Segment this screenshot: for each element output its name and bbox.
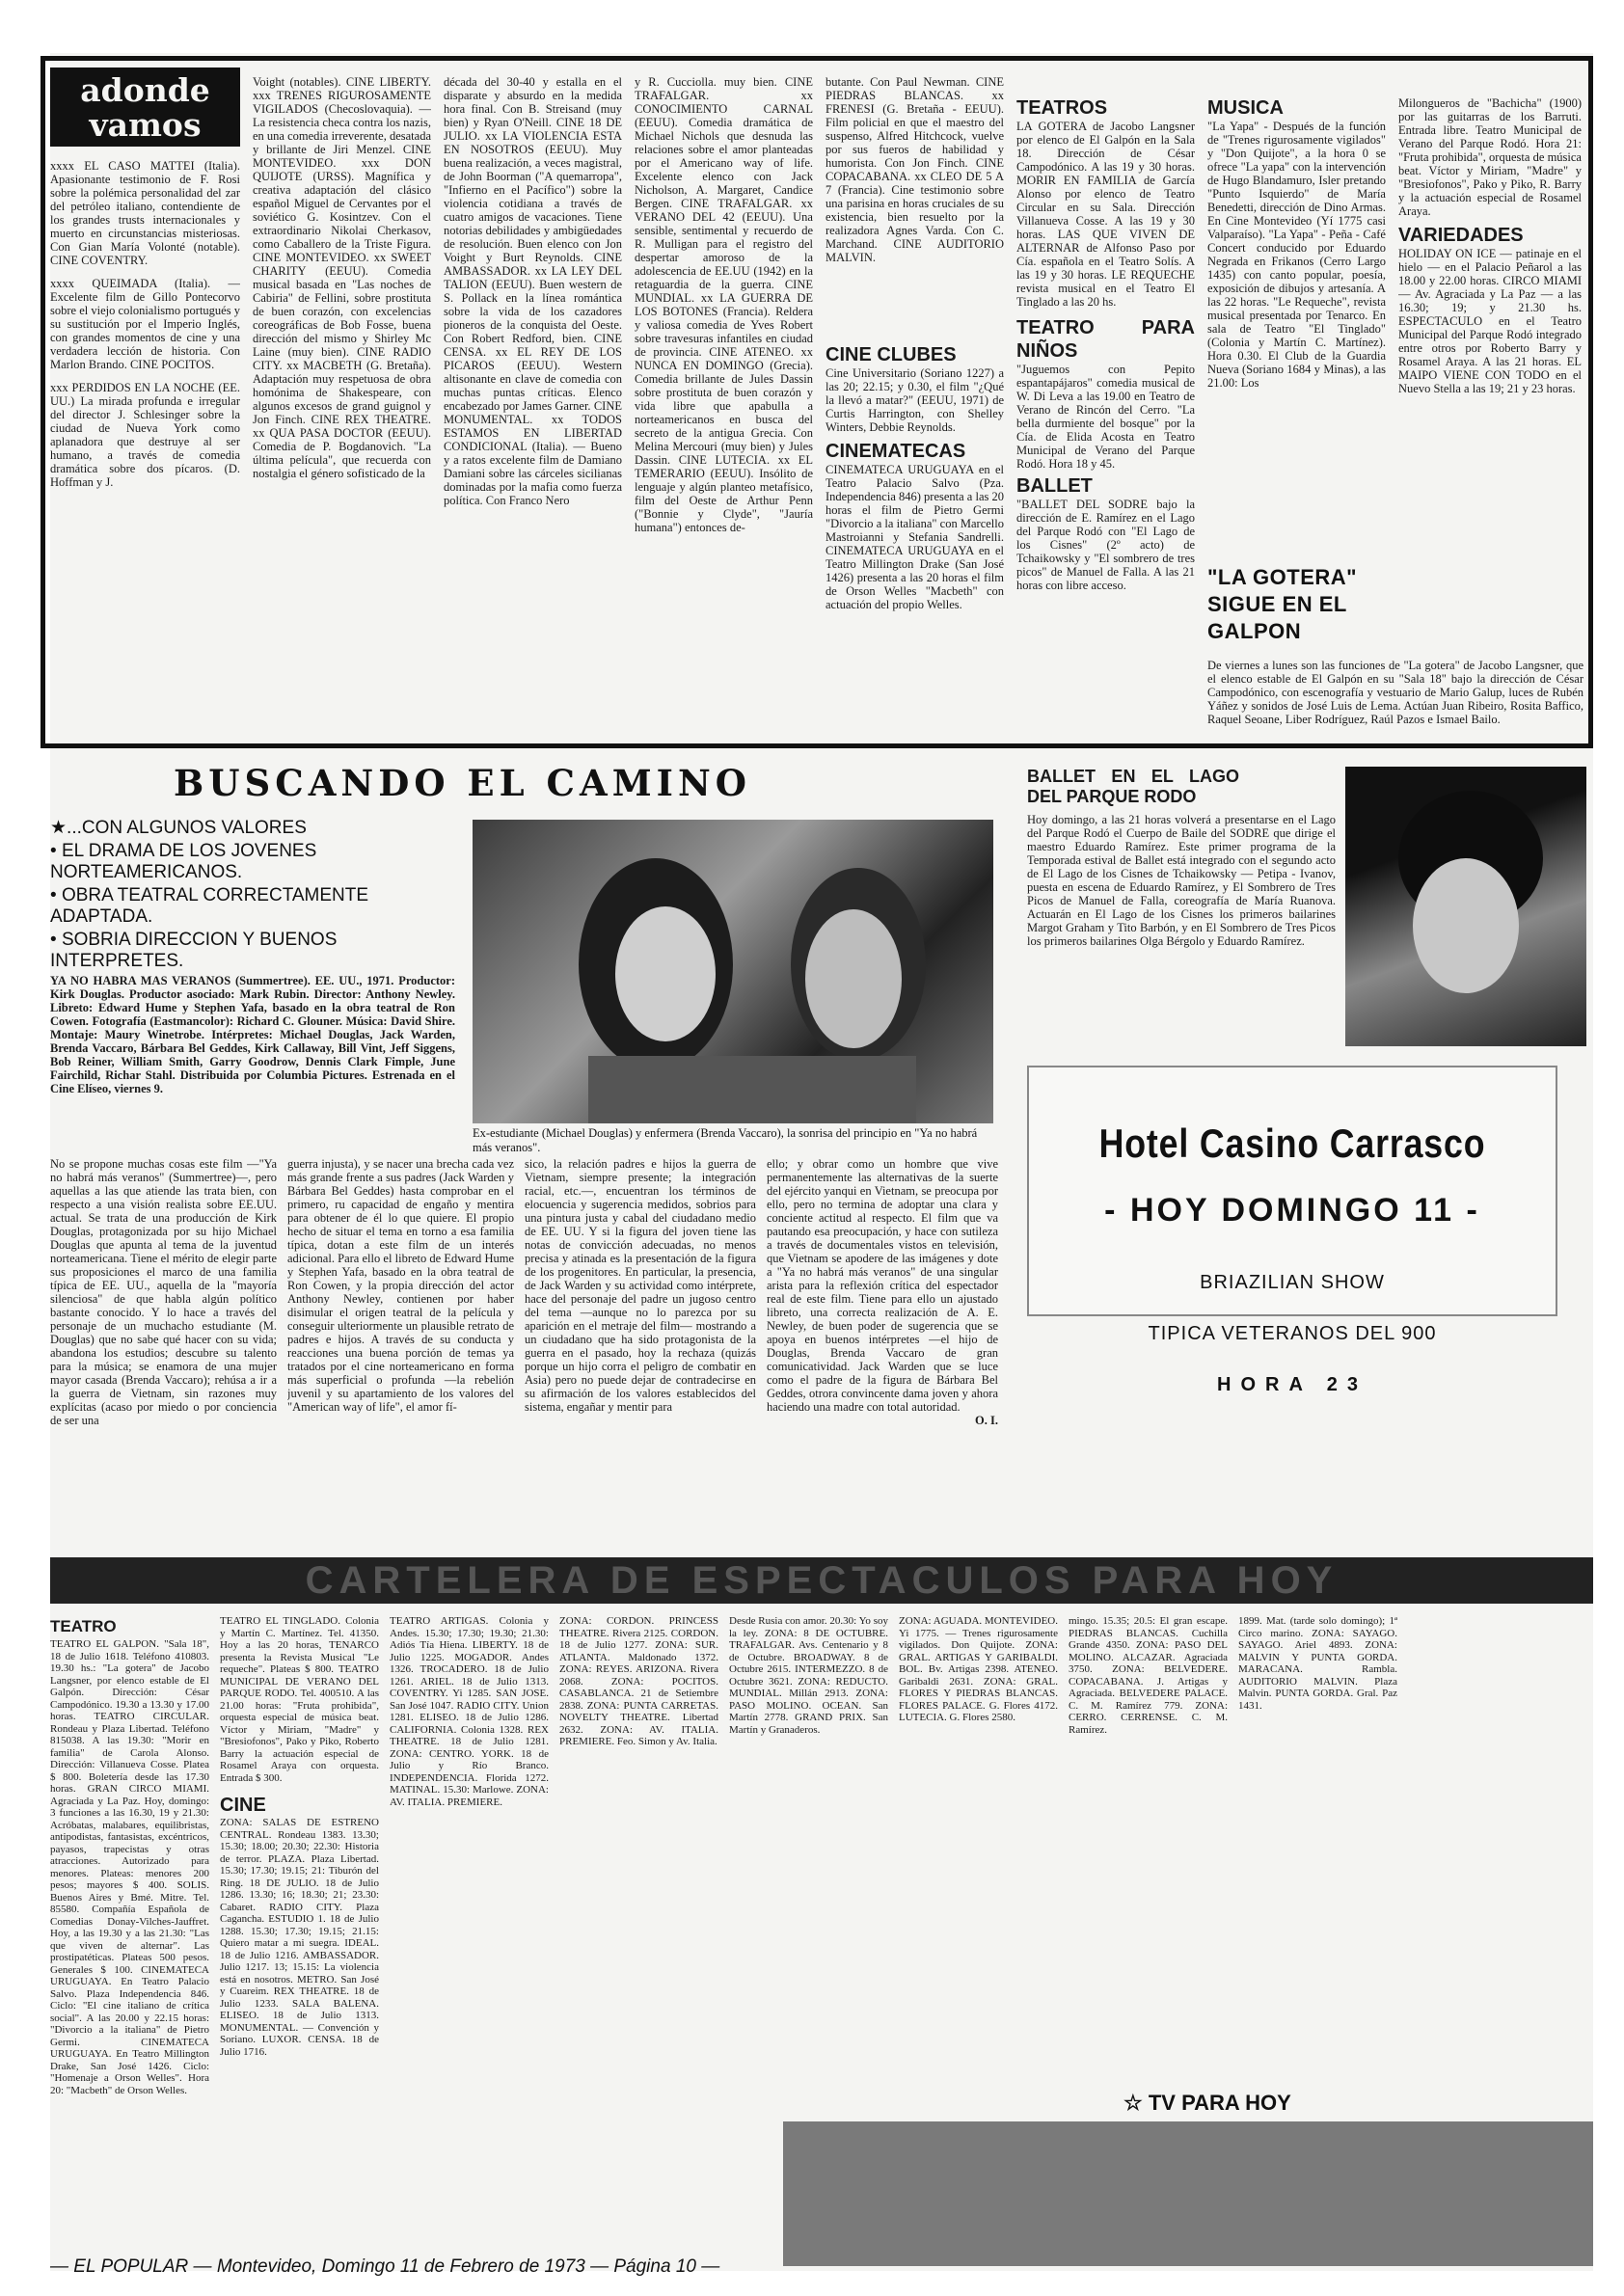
article-col-1 <box>50 1157 277 1553</box>
cine-listings-continued: ZONA: CORDON. PRINCESS THEATRE. Rivera 2125. CORDON. 18 de Julio 1277. ZONA: SUR. ATLANTA. Maldonado 1372. ZONA: REYES. ARIZONA. Rivera 2068. ZONA: POCITOS. CASABLANCA. 21 de Setiembre 2838. ZONA: PUNTA CARRETAS. NOVELTY THEATRE. Libertad 2632. ZONA: AV. ITALIA. PREMIERE. Feo. Simon y Av. Italia. <box>559 1615 718 1747</box>
logo-line-2: vamos <box>89 106 202 144</box>
cinematecas-body: CINEMATECA URUGUAYA en el Teatro Palacio Salvo (Pza. Independencia 846) presenta a las 20 horas el film de Pietro Germi "Divorcio a la italiana" con Marcello Mastroianni y Stefania Sandrelli. CINEMATECA URUGUAYA en el Teatro Millington Drake (San José 1426) presenta a las 20 horas el film de Orson Welles "Macbeth" con actuación del propio Welles. <box>826 463 1004 611</box>
cinema-reviews: y R. Cucciolla. muy bien. CINE TRAFALGAR. xx CONOCIMIENTO CARNAL (EEUU). Comedia dramática de Michael Nichols que desnuda las relaciones sobre el amor planteadas por el Americano way of life. Excelente elenco con Jack Nicholson, A. Margaret, Candice Bergen. CINE TRAFALGAR. xx VERANO DEL 42 (EEUU). Una sensible, sentimental y recuerdo de R. Mulligan para el registro del despertar amoroso de la adolescencia de EE.UU (1942) en la retaguardia de la guerra. CINE MUNDIAL. xx LA GUERRA DE LOS BOTONES (Francia). Reldera y valiosa comedia de Yves Robert sobre travesuras infantiles en ciudad de provincia. CINE ATENEO. xx NUNCA EN DOMINGO (Grecia). Comedia brillante de Jules Dassin sobre prostituta de buen corazón y vida libre que apabulla a norteamericanos en busca del secreto de la antigua Grecia. Con Melina Mercouri (muy bien) y Jules Dassin. CINE LUTECIA. xx EL TEMERARIO (EEUU). Insólito de lenguaje y algún planteo metafísico, film del Oeste de Arthur Penn ("Bonnie y Clyde", "Jauría humana") entonces de- <box>635 75 813 534</box>
article-paragraph: No se propone muchas cosas este film —"Ya no habrá más veranos" (Summertree)—, pero aquellas a las que atiende las trata bien, con respecto a una visión realista sobre EE.UU. actual. Se trata de una producción de Kirk Douglas, protagonizada por su hijo Michael Douglas que apunta al tema de la juventud norteamericana. Tiene el mérito de elegir parte sus proposiciones el marco de una familia típica de EE. UU., aquella de la "mayoría silenciosa" de que habla algún político bastante conocido. Y lo hace a través del personaje de un muchacho estudiante (M. Douglas) que no sabe qué hacer con su vida; abandona los estudios; descubre su talento para la música; se enamora de una mujer mayor casada (Brenda Vaccaro); rehúsa a ir a la guerra de Vietnam, sin razones muy explícitas (acaso por miedo o por conciencia de ser una <box>50 1157 277 1427</box>
listings-col-6 <box>899 1615 1058 2088</box>
listings-col-7 <box>1069 1615 1228 2088</box>
article-paragraph: sico, la relación padres e hijos la guerra de Vietnam, siempre presente; la integración racial, etc.—, encuentran los términos de elocuencia y sugerencia medidos, sobrios para una pintura justa y cabal del ciudadano medio de EE. UU. Y si la figura del joven tiene las notas de convicción adecuadas, no menos precisa y atinada es la presentación de la figura de los progenitores. En particular, la presencia, de Jack Warden y su actividad como intérprete, hace del personaje del padre un jugoso centro del tema —aunque no lo parezca por su aparición en el metraje del film— mostrando a un ciudadano que ha sido protagonista de la guerra en el pasado, hoy la rechaza (quizás porque un hijo corra el peligro de combatir en Asia) pero no puede dejar de contradecirse en su afirmación de los valores establecidos del sistema, engañar y mentir para <box>525 1157 756 1414</box>
listings-col-2 <box>220 1615 379 2247</box>
cinema-col-2 <box>253 75 431 741</box>
cine-listings-continued: ZONA: AGUADA. MONTEVIDEO. Yi 1775. — Trenes rigurosamente vigilados. Don Quijote. ZONA: GRAL. ARTIGAS Y GARIBALDI. BOL. Bv. Artigas 2398. ATENEO. Garibaldi 2631. ZONA: GRAL. FLORES Y PIEDRAS BLANCAS. FLORES PALACE. G. Flores 4172. LUTECIA. G. Flores 2580. <box>899 1615 1058 1723</box>
article-col-2 <box>287 1157 514 1553</box>
cine-clubes-heading: CINE CLUBES <box>826 344 957 365</box>
bullet-item: ★...CON ALGUNOS VALORES <box>50 818 307 838</box>
film-still-photo <box>473 820 993 1123</box>
article-bullets <box>50 818 455 974</box>
ballet-box <box>1027 767 1336 1046</box>
dancer-illustration <box>1345 767 1586 1046</box>
cinema-reviews: década del 30-40 y estalla en el disparate y absurdo en la medida hora final. Con B. Streisand (muy bien) y Ryan O'Neill. CINE 18 DE JULIO. xx LA VIOLENCIA ESTA EN NOSOTROS (EEUU). Muy buena realización, a veces magistral, de John Boorman ("A quemarropa", "Infierno en el Pacífico") sobre la violencia cotidiana a través de cuatro amigos de vacaciones. Tiene notorias debilidades y ambigüedades de resolución. Buen elenco con Jon Voight y Burt Reynolds. CINE AMBASSADOR. xx LA LEY DEL TALION (EEUU). Buen western de S. Pollack en la línea romántica sobre la vida de los cazadores pioneros de la conquista del Oeste. Con Robert Redford, bien. CINE CENSA. xx EL REY DE LOS PICAROS (EEUU). Western altisonante en clave de comedia con muchas puntas críticas. Elenco encabezado por James Garner. CINE MONUMENTAL. xx TODOS ESTAMOS EN LIBERTAD CONDICIONAL (Italia). — Bueno y a ratos excelente film de Damiano Damiani sobre las cárceles sicilianas dominadas por la mafia como fuerza política. Con Franco Nero <box>444 75 622 507</box>
ad-hora: HORA 23 <box>1217 1374 1367 1395</box>
credits-text: YA NO HABRA MAS VERANOS (Summertree). EE. UU., 1971. Productor: Kirk Douglas. Productor asociado: Mark Rubin. Director: Anthony Newley. Libreto: Edward Hume y Stephen Yafa, basado en la obra teatral de Ron Cowen. Fotografía (Eastmancolor): Richard C. Glouner. Música: David Shire. Montaje: Maury Winetrobe. Intérpretes: Michael Douglas, Jack Warden, Brenda Vaccaro, Bárbara Bel Geddes, Kirk Callaway, Bill Vint, Jeff Siggens, Bob Reiner, William Smith, Garry Goodrow, Dennis Clark Fimple, June Fairchild, Richar Stahl. Distribuida por Columbia Pictures. Estrenada en el Cine Elíseo, viernes 9. <box>50 974 455 1095</box>
tv-listings-box <box>783 2121 1593 2266</box>
ballet-body: "BALLET DEL SODRE bajo la dirección de E. Ramírez en el Lago del Parque Rodó con "El Lago de los Cisnes" (2º acto) de Tchaikowsky y "El sombrero de tres picos" de Manuel de Falla. A las 21 horas con libre acceso. <box>1016 498 1195 592</box>
article-paragraph: ello; y obrar como un hombre que vive permanentemente las alternativas de la suerte del ejército yanqui en Vietnam, se preocupa por ello, pero no termina de adoptar una clara y conciente actitud al respecto. El film que va pautando esa preocupación, y hace con sutileza a través de documentales vistos en televisión, que Vietnam se apodere de las imágenes y dote a "Ya no habrá más veranos" de una singular arista para la reflexión crítica del espectador real de este film. Tiene para ello un ajustado libreto, una correcta realización de A. E. Newley, de buen poder de sugerencia que se apoya en buenos intérpretes —el hijo de Douglas, Brenda Vaccaro de gran comunicatividad. Jack Warden que se luce como el padre de la figura de Bárbara Bel Geddes, otrora convincente dama joven y ahora haciendo una madre con total autoridad. <box>767 1157 998 1414</box>
article-credits <box>50 974 455 1143</box>
cine-clubes-body: Cine Universitario (Soriano 1227) a las 20; 22.15; y 0.30, el film "¿Qué la llevó a matar?" (EEUU, 1971) de Curtis Harrington, con Shelley Winters, Debbie Reynolds. <box>826 366 1004 434</box>
cinema-col-5 <box>826 75 1004 741</box>
hotel-casino-ad <box>1027 1066 1557 1395</box>
cine-listings-heading: CINE <box>220 1795 266 1816</box>
bullet-item: • EL DRAMA DE LOS JOVENES NORTEAMERICANOS. <box>50 841 317 882</box>
musica-body-continued: Milongueros de "Bachicha" (1900) por las guitarras de los Barruti. Entrada libre. Teatro Municipal de Verano del Parque Rodó. Hora 21: "Fruta prohibida", orquesta de música beat. Víctor y Miriam, "Madre" y "Bresiofonos", Pako y Piko, R. Barry y la actuación especial de Rosamel Araya. <box>1398 96 1582 218</box>
cine-listings-continued: Desde Rusia con amor. 20.30: Yo soy la ley. ZONA: 8 DE OCTUBRE. TRAFALGAR. Avs. Centenario y 8 de Octubre. BROADWAY. 8 de Octubre 2615. INTERMEZZO. 8 de Octubre 3621. ZONA: REDUCTO. MUNDIAL. Millán 2913. ZONA: PASO MOLINO. OCEAN. San Martín 2778. GRAND PRIX. San Martín y Granaderos. <box>729 1615 888 1736</box>
ballet-heading: BALLET <box>1016 475 1093 497</box>
bullet-item: • SOBRIA DIRECCION Y BUENOS INTERPRETES. <box>50 930 338 971</box>
bullet-text: OBRA TEATRAL CORRECTAMENTE ADAPTADA. <box>50 885 369 927</box>
variedades-body: HOLIDAY ON ICE — patinaje en el hielo — en el Palacio Peñarol a las 18.00 y 22.00 horas. CIRCO MIAMI — Av. Agraciada y La Paz — a las 16.30; 19; y 21.30 hs. ESPECTACULO en el Teatro Municipal del Parque Rodó integrado entre otros por Roberto Barry y Rosamel Araya. A las 21 horas. EL MAIPO VIENE CON TODO en el Nuevo Stella a las 19; 21 y 23 horas. <box>1398 247 1582 395</box>
gotera-box <box>1207 564 1583 738</box>
cine-listings-continued: 1899. Mat. (tarde solo domingo); 1ª Circo marino. ZONA: SAYAGO. SAYAGO. Ariel 4893. ZONA: MALVIN Y PUNTA GORDA. MARACANA. Rambla. AUDITORIO MALVIN. Plaza Malvin. PUNTA GORDA. Gral. Paz 1431. <box>1238 1615 1397 1712</box>
teatros-col <box>1016 96 1195 741</box>
cinematecas-heading: CINEMATECAS <box>826 441 966 462</box>
bullet-text: SOBRIA DIRECCION Y BUENOS INTERPRETES. <box>50 930 338 971</box>
listings-col-1 <box>50 1615 209 2247</box>
tv-heading: ☆ TV PARA HOY <box>1123 2091 1291 2115</box>
logo-line-1: adonde <box>80 71 210 109</box>
ad-hotel-name: Hotel Casino Carrasco <box>1098 1121 1486 1166</box>
listings-banner: CARTELERA DE ESPECTACULOS PARA HOY <box>50 1557 1593 1604</box>
cine-listings-continued: mingo. 15.35; 20.5: El gran escape. PIEDRAS BLANCAS. Cuchilla Grande 4350. ZONA: PASO DEL MOLINO. ALCAZAR. Agraciada 3750. ZONA: BELVEDERE. COPACABANA. J. Artigas y Agraciada. BELVEDERE PALACE. C. M. Ramírez 779. ZONA: CERRO. CERRENSE. C. M. Ramírez. <box>1069 1615 1228 1736</box>
cinema-reviews: Voight (notables). CINE LIBERTY. xxx TRENES RIGUROSAMENTE VIGILADOS (Checoslovaquia). — La resistencia checa contra los nazis, en una comedia irreverente, desatada y brillante de Jiri Menzel. CINE MONTEVIDEO. xxx DON QUIJOTE (URSS). Magnífica y creativa adaptación del clásico español Miguel de Cervantes por el soviético G. Kosintzev. Con el extraordinario Nikolai Cherkasov, como Caballero de la Triste Figura. CINE MONTEVIDEO. xx SWEET CHARITY (EEUU). Comedia musical basada en "Las noches de Cabiria" de Fellini, sobre prostituta de buen corazón, con excelencias coreográficas de Bob Fosse, buena dirección del mismo y Shirley Mc Laine (muy bien). CINE RADIO CITY. xx MACBETH (G. Bretaña). Adaptación muy respetuosa de obra homónima de Shakespeare, con algunos excesos de grand guignol y Jon Finch. CINE REX THEATRE. xx QUA PASA DOCTOR (EEUU). Comedia de P. Bogdanovich. "La última película", que recuerda con nostalgia el género sofisticado de la <box>253 75 431 480</box>
gotera-heading: "LA GOTERA" SIGUE EN EL GALPON <box>1207 565 1358 643</box>
cinema-review: xxxx EL CASO MATTEI (Italia). Apasionante testimonio de F. Rosi sobre la polémica personalidad del zar del petróleo italiano, contendiente de los grandes trusts internacionales y muerto en circunstancias misteriosas. Con Gian María Volonté (notable). CINE COVENTRY. <box>50 159 240 267</box>
variedades-heading: VARIEDADES <box>1398 225 1524 246</box>
listings-col-3 <box>390 1615 549 2247</box>
bullet-text: EL DRAMA DE LOS JOVENES NORTEAMERICANOS. <box>50 841 317 882</box>
dancer-photo <box>1345 767 1586 1046</box>
cinema-reviews: butante. Con Paul Newman. CINE PIEDRAS BLANCAS. xx FRENESI (G. Bretaña - EEUU). Film policial en que el maestro del suspenso, Alfred Hitchcock, vuelve por sus fueros de habilidad y humorista. Con Jon Finch. CINE COPACABANA. xx CLEO DE 5 A 7 (Francia). Cine testimonio sobre una parisina en horas cruciales de su existencia, bien resuelto por la realizadora Agnes Varda. Con C. Marchand. CINE AUDITORIO MALVIN. <box>826 75 1004 264</box>
cinema-col-4 <box>635 75 813 741</box>
bullet-text: ...CON ALGUNOS VALORES <box>67 818 307 838</box>
cinema-review: xxx PERDIDOS EN LA NOCHE (EE. UU.) La mirada profunda e irregular del director J. Schlesinger sobre la ciudad de Nueva York como aplanadora que destruye al ser humano, a través de comedia dramática sobre dos pícaros. (D. Hoffman y J. <box>50 381 240 489</box>
teatros-body: LA GOTERA de Jacobo Langsner por elenco de El Galpón en la Sala 18. Dirección de César Campodónico. A las 19 y 30 horas. MORIR EN FAMILIA de García Alonso por elenco de Teatro Circular en su Sala. Dirección Villanueva Cosse. A las 19 y 30 horas. LAS QUE VIVEN DE ALTERNAR de Alfonso Paso por Cía. española en el Teatro Solís. A las 19 y 30 horas. LE REQUECHE revista musical en el Teatro El Tinglado a las 20 hs. <box>1016 120 1195 309</box>
ballet-box-heading: BALLET EN EL LAGO DEL PARQUE RODO <box>1027 767 1239 806</box>
ad-show-1: BRIAZILIAN SHOW <box>1200 1272 1385 1293</box>
teatro-listings: TEATRO EL GALPON. "Sala 18", 18 de Julio 1618. Teléfono 410803. 19.30 hs.: "La gotera" de Jacobo Langsner, por elenco estable de El Galpón. Dirección: César Campodónico. 19.30 a 13.30 y 17.00 horas. TEATRO CIRCULAR. Rondeau y Plaza Libertad. Teléfono 815038. A las 19.30: "Morir en familia" de Carola Alonso. Dirección: Villanueva Cosse. Platea $ 800. Boletería desde las 17.30 horas. GRAN CIRCO MIAMI. Agraciada y La Paz. Hoy, domingo: 3 funciones a las 16.30, 19 y 21.30: Acróbatas, malabares, equilibristas, antipodistas, fantasistas, excéntricos, payasos, trapecistas y otras atracciones. Autorizado para menores. Plateas: menores 200 pesos; mayores $ 400. SOLIS. Buenos Aires y Bmé. Mitre. Tel. 85580. Compañía Española de Comedias Donay-Vilches-Jauffret. Hoy, a las 19.30 y a las 21.30: "Las que viven de alternar". Las prostipatéticas. Plateas 500 pesos. Generales $ 100. CINEMATECA URUGUAYA. En Teatro Palacio Salvo. Plaza Independencia 846. Ciclo: "El cine italiano de crítica social". A las 20.00 y 22.15 horas: "Divorcio a la italiana" de Pietro Germi. CINEMATECA URUGUAYA. En Teatro Millington Drake, San José 1426. Ciclo: "Homenaje a Orson Welles". Hora 20: "Macbeth" de Orson Welles. <box>50 1638 209 2096</box>
article-col-3 <box>525 1157 756 1553</box>
musica-heading: MUSICA <box>1207 97 1284 119</box>
listings-col-4 <box>559 1615 718 2247</box>
article-title: BUSCANDO EL CAMINO <box>174 762 752 804</box>
film-still-illustration <box>473 820 993 1123</box>
bullet-item: • OBRA TEATRAL CORRECTAMENTE ADAPTADA. <box>50 885 369 927</box>
ballet-box-body: Hoy domingo, a las 21 horas volverá a presentarse en el Lago del Parque Rodó el Cuerpo de Baile del SODRE que dirige el maestro Eduardo Ramírez. Este primer programa de la Temporada estival de Ballet está integrado con el segundo acto de El Lago de los Cisnes de Tchaikowsky — Petipa - Ivanov, puesta en escena de Eduardo Ramírez, y El Sombrero de Tres Picos de Manuel de Falla, coreografía de María Ruanova. Actuarán en El Lago de los Cisnes los primeros bailarines Margot Graham y Tito Barbón, y en El Sombrero de Tres Picos los primeros bailarines Olga Bérgolo y Eduardo Ramírez. <box>1027 813 1336 948</box>
teatros-heading: TEATROS <box>1016 97 1108 119</box>
ad-date: - HOY DOMINGO 11 - <box>1104 1192 1480 1229</box>
gotera-body: De viernes a lunes son las funciones de "La gotera" de Jacobo Langsner, que el elenco estable de El Galpón en su "Sala 18" bajo la dirección de César Campodónico, con escenografía y vestuario de Mario Galup, luces de Rubén Yáñez y sonidos de José Luis de Lema. Actúan Juan Ribeiro, Rosita Baffico, Raquel Seoane, Liber Rodríguez, Raúl Pazos e Ismael Bailo. <box>1207 659 1583 726</box>
teatro-ninos-body: "Juguemos con Pepito espantapájaros" comedia musical de W. Di Leva a las 19.00 en Teatro de Verano de Rincón del Cerro. "La bella durmiente del bosque" por la Cía. de Elida Acosta en Teatro Municipal de Verano del Parque Rodó. Hora 18 y 45. <box>1016 363 1195 471</box>
teatro-ninos-heading: TEATRO PARA NIÑOS <box>1016 317 1195 362</box>
variedades-col <box>1398 96 1582 550</box>
listings-col-8 <box>1238 1615 1397 2088</box>
tv-title-text: TV PARA HOY <box>1148 2091 1291 2115</box>
cinema-review: xxxx QUEIMADA (Italia). — Excelente film de Gillo Pontecorvo sobre el viejo colonialismo portugués y su sustitución por el Imperio Inglés, con grandes momentos de cine y una verdadera lección de historia. Con Marlon Brando. CINE POCITOS. <box>50 277 240 371</box>
listings-col-5 <box>729 1615 888 2088</box>
article-signature: O. I. <box>975 1414 998 1427</box>
section-logo <box>50 68 240 147</box>
teatro-listings-heading: TEATRO <box>50 1617 117 1635</box>
cinema-col-1 <box>50 159 240 738</box>
teatro-listings-continued: TEATRO EL TINGLADO. Colonia y Martín C. Martínez. Tel. 41350. Hoy a las 20 horas, TENARCO presenta la Revista Musical "Le requeche". Plateas $ 800. TEATRO MUNICIPAL DE VERANO DEL PARQUE RODO. Tel. 400510. A las 21.00 horas: "Fruta prohibida", orquesta especial de música beat. Víctor y Miriam, "Madre" y "Bresiofonos", Pako y Piko, Roberto Barry la actuación especial de Rosamel Araya con orquesta. Entrada $ 300. <box>220 1615 379 1784</box>
cine-listings-continued: TEATRO ARTIGAS. Colonia y Andes. 15.30; 17.30; 19.30; 21.30: Adiós Tía Hiena. LIBERTY. 18 de Julio 1225. MOGADOR. Andes 1326. TROCADERO. 18 de Julio 1261. ARIEL. 18 de Julio 1313. COVENTRY. Yi 1285. SAN JOSE. San José 1047. RADIO CITY. Union 1281. ELISEO. 18 de Julio 1286. CALIFORNIA. Colonia 1328. REX THEATRE. 18 de Julio 1281. ZONA: CENTRO. YORK. 18 de Julio y Río Branco. INDEPENDENCIA. Florida 1272. MATINAL. 15.30: Marlowe. ZONA: AV. ITALIA. PREMIERE. <box>390 1615 549 1808</box>
article-paragraph: guerra injusta), y se nacer una brecha cada vez más grande frente a sus padres (Jack Warden y Bárbara Bel Geddes) hasta comprobar en el primero, ru capacidad de engaño y mentira para obtener de él lo que quiere. El propio hecho de situar el tema en torno a esa familia típica, dotan a este film de un interés adicional. Para ello el libreto de Edward Hume y Stephen Yafa, basado en la obra teatral de Ron Cowen, y la propia dirección del actor Anthony Newley, contienen por haber disimular el origen teatral de la película y conseguir ulteriormente un plausible retrato de padres e hijos. A través de su conducta y reacciones una buena porción de temas ya tratados por el cine norteamericano en forma más superficial o profunda —la rebelión juvenil y su apartamiento de los valores del "American way of life", el amor fí- <box>287 1157 514 1414</box>
article-col-4 <box>767 1157 998 1553</box>
musica-col <box>1207 96 1386 550</box>
cine-listings: ZONA: SALAS DE ESTRENO CENTRAL. Rondeau 1383. 13.30; 15.30; 18.00; 20.30; 22.30: Historia de terror. PLAZA. Plaza Libertad. 15.30; 17.30; 19.15; 21: Tiburón del Ring. 18 DE JULIO. 18 de Julio 1286. 13.30; 16; 18.30; 21; 23.30: Cabaret. RADIO CITY. Plaza Cagancha. ESTUDIO 1. 18 de Julio 1288. 15.30; 17.30; 19.15; 21.15: Quiero matar a mi suegra. IDEAL. 18 de Julio 1216. AMBASSADOR. Julio 1217. 13; 15.15: La violencia está en nosotros. METRO. San José y Cuareim. REX THEATRE. 18 de Julio 1233. SALA BALENA. ELISEO. 18 de Julio 1313. MONUMENTAL. — Convención y Soriano. LUXOR. CENSA. 18 de Julio 1716. <box>220 1817 379 2058</box>
page-footer: — EL POPULAR — Montevideo, Domingo 11 de Febrero de 1973 — Página 10 — <box>50 2256 720 2277</box>
ad-show-2: TIPICA VETERANOS DEL 900 <box>1148 1323 1437 1344</box>
cinema-col-3 <box>444 75 622 741</box>
musica-body: "La Yapa" - Después de la función de "Trenes rigurosamente vigilados" y "Don Quijote", a la hora 0 se ofrece "La yapa" con la intervención de Hugo Blandamuro, Isler pretando "Punto Isquierdo" de María Benedetti, dirección de Dino Armas. En Cine Montevideo (Yí 1775 casi Valparaíso). "La Yapa" - Peña - Café Concert conducido por Eduardo Negrada en Frikanos (Cerro Largo 1435) con canto popular, poesía, exposición de dibujos y artesanía. A las 22 horas. "Le Requeche", revista musical presentada por Tenarco. En sala de Teatro "El Tinglado" (Colonia y Martín C. Martínez). Hora 0.30. El Club de la Guardia Nueva (Soriano 1684 y Minas), a las 21.00: Los <box>1207 120 1386 390</box>
photo-caption: Ex-estudiante (Michael Douglas) y enfermera (Brenda Vaccaro), la sonrisa del principio en "Ya no habrá más veranos". <box>473 1126 978 1154</box>
